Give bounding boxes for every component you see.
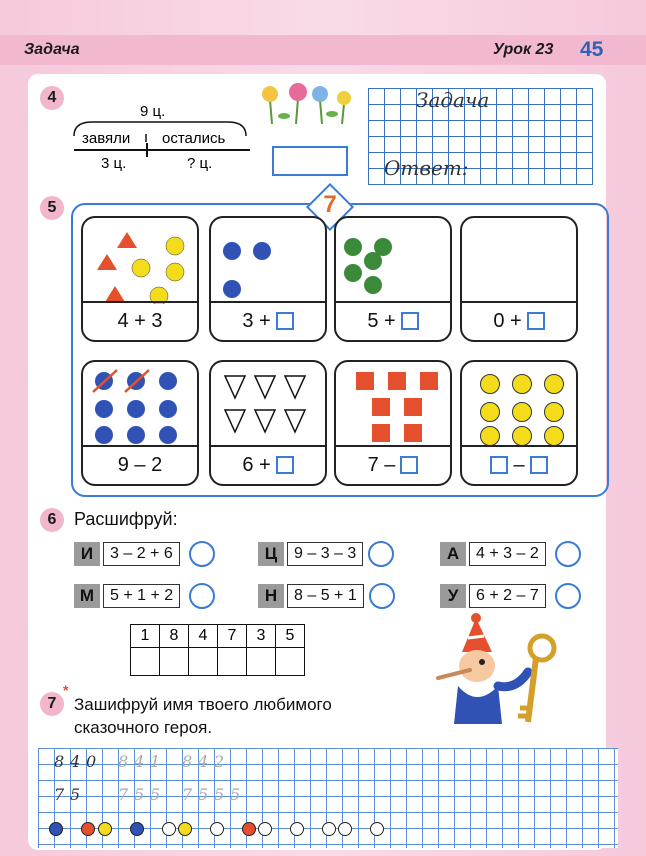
yellow-circle (512, 402, 532, 422)
header-topic: Задача (24, 41, 80, 58)
pinocchio-illustration (432, 612, 562, 728)
card-4-plus-3 (81, 216, 199, 342)
strip-digit: 8 (54, 752, 65, 771)
task4-grid-title: Задача (416, 88, 490, 112)
header-lesson: Урок 23 (493, 41, 554, 58)
strip-digit: 5 (198, 785, 209, 804)
answer-box[interactable] (527, 312, 545, 330)
strip-digit: 1 (150, 752, 161, 771)
decode-letter: Ц (258, 542, 284, 566)
yellow-circle (166, 263, 184, 281)
code-answer-cell[interactable] (189, 648, 218, 676)
yellow-circle (166, 237, 184, 255)
code-digit: 1 (131, 625, 160, 648)
strip-digit: 5 (150, 785, 161, 804)
strip-digit: 5 (134, 785, 145, 804)
blue-circle (159, 372, 177, 390)
task4-grid-answer: Ответ: (384, 156, 469, 180)
card-expression: 7 – (367, 453, 396, 476)
strip-digit: 7 (54, 785, 65, 804)
task4-right-label: остались (162, 130, 226, 147)
blue-circle (159, 426, 177, 444)
pattern-circle-empty (210, 822, 224, 836)
red-square (404, 398, 422, 416)
card-expression: 5 + (367, 309, 396, 332)
blue-circle (223, 242, 241, 260)
green-circle (344, 264, 362, 282)
decode-letter: А (440, 542, 466, 566)
decode-row (258, 541, 394, 567)
pattern-circle-empty (322, 822, 336, 836)
answer-box[interactable] (400, 456, 418, 474)
red-square (404, 424, 422, 442)
code-answer-cell[interactable] (160, 648, 189, 676)
task4-total: 9 ц. (140, 103, 166, 120)
card-6-plus-box (209, 360, 327, 486)
pattern-circle-empty (290, 822, 304, 836)
answer-box[interactable] (490, 456, 508, 474)
blue-circle (223, 280, 241, 298)
pattern-circle-red (242, 822, 256, 836)
pattern-circle-yellow (98, 822, 112, 836)
task-6-number: 6 (40, 508, 64, 532)
decode-expression: 3 – 2 + 6 (103, 542, 180, 566)
strip-digit: 4 (70, 752, 81, 771)
decode-letter: М (74, 584, 100, 608)
blue-circle (127, 426, 145, 444)
flowers-illustration (258, 80, 354, 126)
pattern-circle-yellow (178, 822, 192, 836)
card-expression: 3 + (242, 309, 271, 332)
triangle-shape (285, 410, 305, 432)
answer-box[interactable] (276, 456, 294, 474)
blue-circle (253, 242, 271, 260)
strip-digit: 4 (134, 752, 145, 771)
code-answer-cell[interactable] (276, 648, 305, 676)
answer-box[interactable] (530, 456, 548, 474)
decode-letter: Н (258, 584, 284, 608)
red-square (420, 372, 438, 390)
task4-answer-box[interactable] (272, 146, 348, 176)
triangle-shape (225, 376, 245, 398)
strip-digit: 7 (118, 785, 129, 804)
task6-title: Расшифруй: (74, 509, 178, 529)
pattern-circle-empty (162, 822, 176, 836)
pattern-circle-blue (49, 822, 63, 836)
strip-digit: 8 (182, 752, 193, 771)
strip-digit: 0 (86, 752, 97, 771)
task4-divider (146, 143, 148, 157)
decode-expression: 8 – 5 + 1 (287, 584, 364, 608)
task4-left-label: завяли (82, 130, 131, 147)
code-answer-cell[interactable] (247, 648, 276, 676)
decode-row (74, 583, 215, 609)
red-square (356, 372, 374, 390)
green-circle (364, 252, 382, 270)
triangle-shape (255, 410, 275, 432)
strip-digit: 8 (118, 752, 129, 771)
task-4-number: 4 (40, 86, 64, 110)
triangle-shape (225, 410, 245, 432)
yellow-circle (544, 402, 564, 422)
code-digit: 7 (218, 625, 247, 648)
blue-circle (95, 426, 113, 444)
code-table (130, 624, 305, 676)
card-expression: 0 + (493, 309, 522, 332)
card-expression: 6 + (242, 453, 271, 476)
blue-circle (95, 400, 113, 418)
answer-circle[interactable] (555, 541, 581, 567)
red-square (372, 398, 390, 416)
card-9-minus-2 (81, 360, 199, 486)
task4-right-value: ? ц. (187, 155, 213, 172)
code-answer-cell[interactable] (218, 648, 247, 676)
code-digit: 5 (276, 625, 305, 648)
card-expression: 9 – 2 (117, 453, 163, 476)
triangle-shape (117, 232, 137, 248)
yellow-circle (132, 259, 150, 277)
decode-letter: И (74, 542, 100, 566)
answer-circle[interactable] (369, 583, 395, 609)
green-circle (344, 238, 362, 256)
strip-digit: 4 (198, 752, 209, 771)
triangle-shape (105, 286, 125, 302)
triangle-shape (97, 254, 117, 270)
yellow-circle (512, 426, 532, 446)
strip-row-1 (54, 752, 230, 771)
strip-digit: 7 (182, 785, 193, 804)
card-5-plus-box (334, 216, 452, 342)
code-digit: 3 (247, 625, 276, 648)
pattern-circle-empty (370, 822, 384, 836)
cross-out-marks (91, 368, 155, 396)
card-expression: 4 + 3 (117, 309, 163, 332)
card-expression: – (513, 453, 525, 476)
answer-circle[interactable] (189, 541, 215, 567)
decode-expression: 9 – 3 – 3 (287, 542, 363, 566)
answer-box[interactable] (401, 312, 419, 330)
card-7-minus-box (334, 360, 452, 486)
decode-expression: 6 + 2 – 7 (469, 584, 546, 608)
blue-circle (127, 400, 145, 418)
answer-circle[interactable] (555, 583, 581, 609)
decode-expression: 5 + 1 + 2 (103, 584, 180, 608)
green-circle (364, 276, 382, 294)
pattern-circle-blue (130, 822, 144, 836)
blue-circle (159, 400, 177, 418)
strip-digit: 5 (214, 785, 225, 804)
triangle-shape (255, 376, 275, 398)
task5-badge-number: 7 (323, 191, 337, 218)
task-5-number: 5 (40, 196, 64, 220)
card-box-minus-box (460, 360, 578, 486)
yellow-circle (512, 374, 532, 394)
answer-circle[interactable] (189, 583, 215, 609)
strip-digit: 5 (230, 785, 241, 804)
card-0-plus-box (460, 216, 578, 342)
yellow-circle (480, 374, 500, 394)
yellow-circle (480, 426, 500, 446)
decode-expression: 4 + 3 – 2 (469, 542, 546, 566)
pattern-circle-empty (258, 822, 272, 836)
answer-box[interactable] (276, 312, 294, 330)
pattern-circle-empty (338, 822, 352, 836)
task-7-number: 7 (40, 692, 64, 716)
decode-row (440, 583, 581, 609)
code-digit: 8 (160, 625, 189, 648)
answer-circle[interactable] (368, 541, 394, 567)
decode-row (74, 541, 215, 567)
code-answer-cell[interactable] (131, 648, 160, 676)
red-square (372, 424, 390, 442)
triangle-shape (285, 376, 305, 398)
card-3-plus-box (209, 216, 327, 342)
decode-letter: У (440, 584, 466, 608)
strip-row-2 (54, 785, 246, 804)
decode-row (440, 541, 581, 567)
yellow-circle (544, 426, 564, 446)
task4-left-value: 3 ц. (101, 155, 127, 172)
code-digit: 4 (189, 625, 218, 648)
page-number: 45 (580, 38, 604, 61)
task7-star: * (63, 682, 69, 698)
yellow-circle (544, 374, 564, 394)
decode-row (258, 583, 395, 609)
task7-text-line2: сказочного героя. (74, 718, 213, 737)
strip-digit: 5 (70, 785, 81, 804)
strip-digit: 2 (214, 752, 225, 771)
task7-text-line1: Зашифруй имя твоего любимого (74, 695, 332, 714)
yellow-circle (480, 402, 500, 422)
red-square (388, 372, 406, 390)
pattern-circle-red (81, 822, 95, 836)
task4-segment (74, 149, 250, 151)
